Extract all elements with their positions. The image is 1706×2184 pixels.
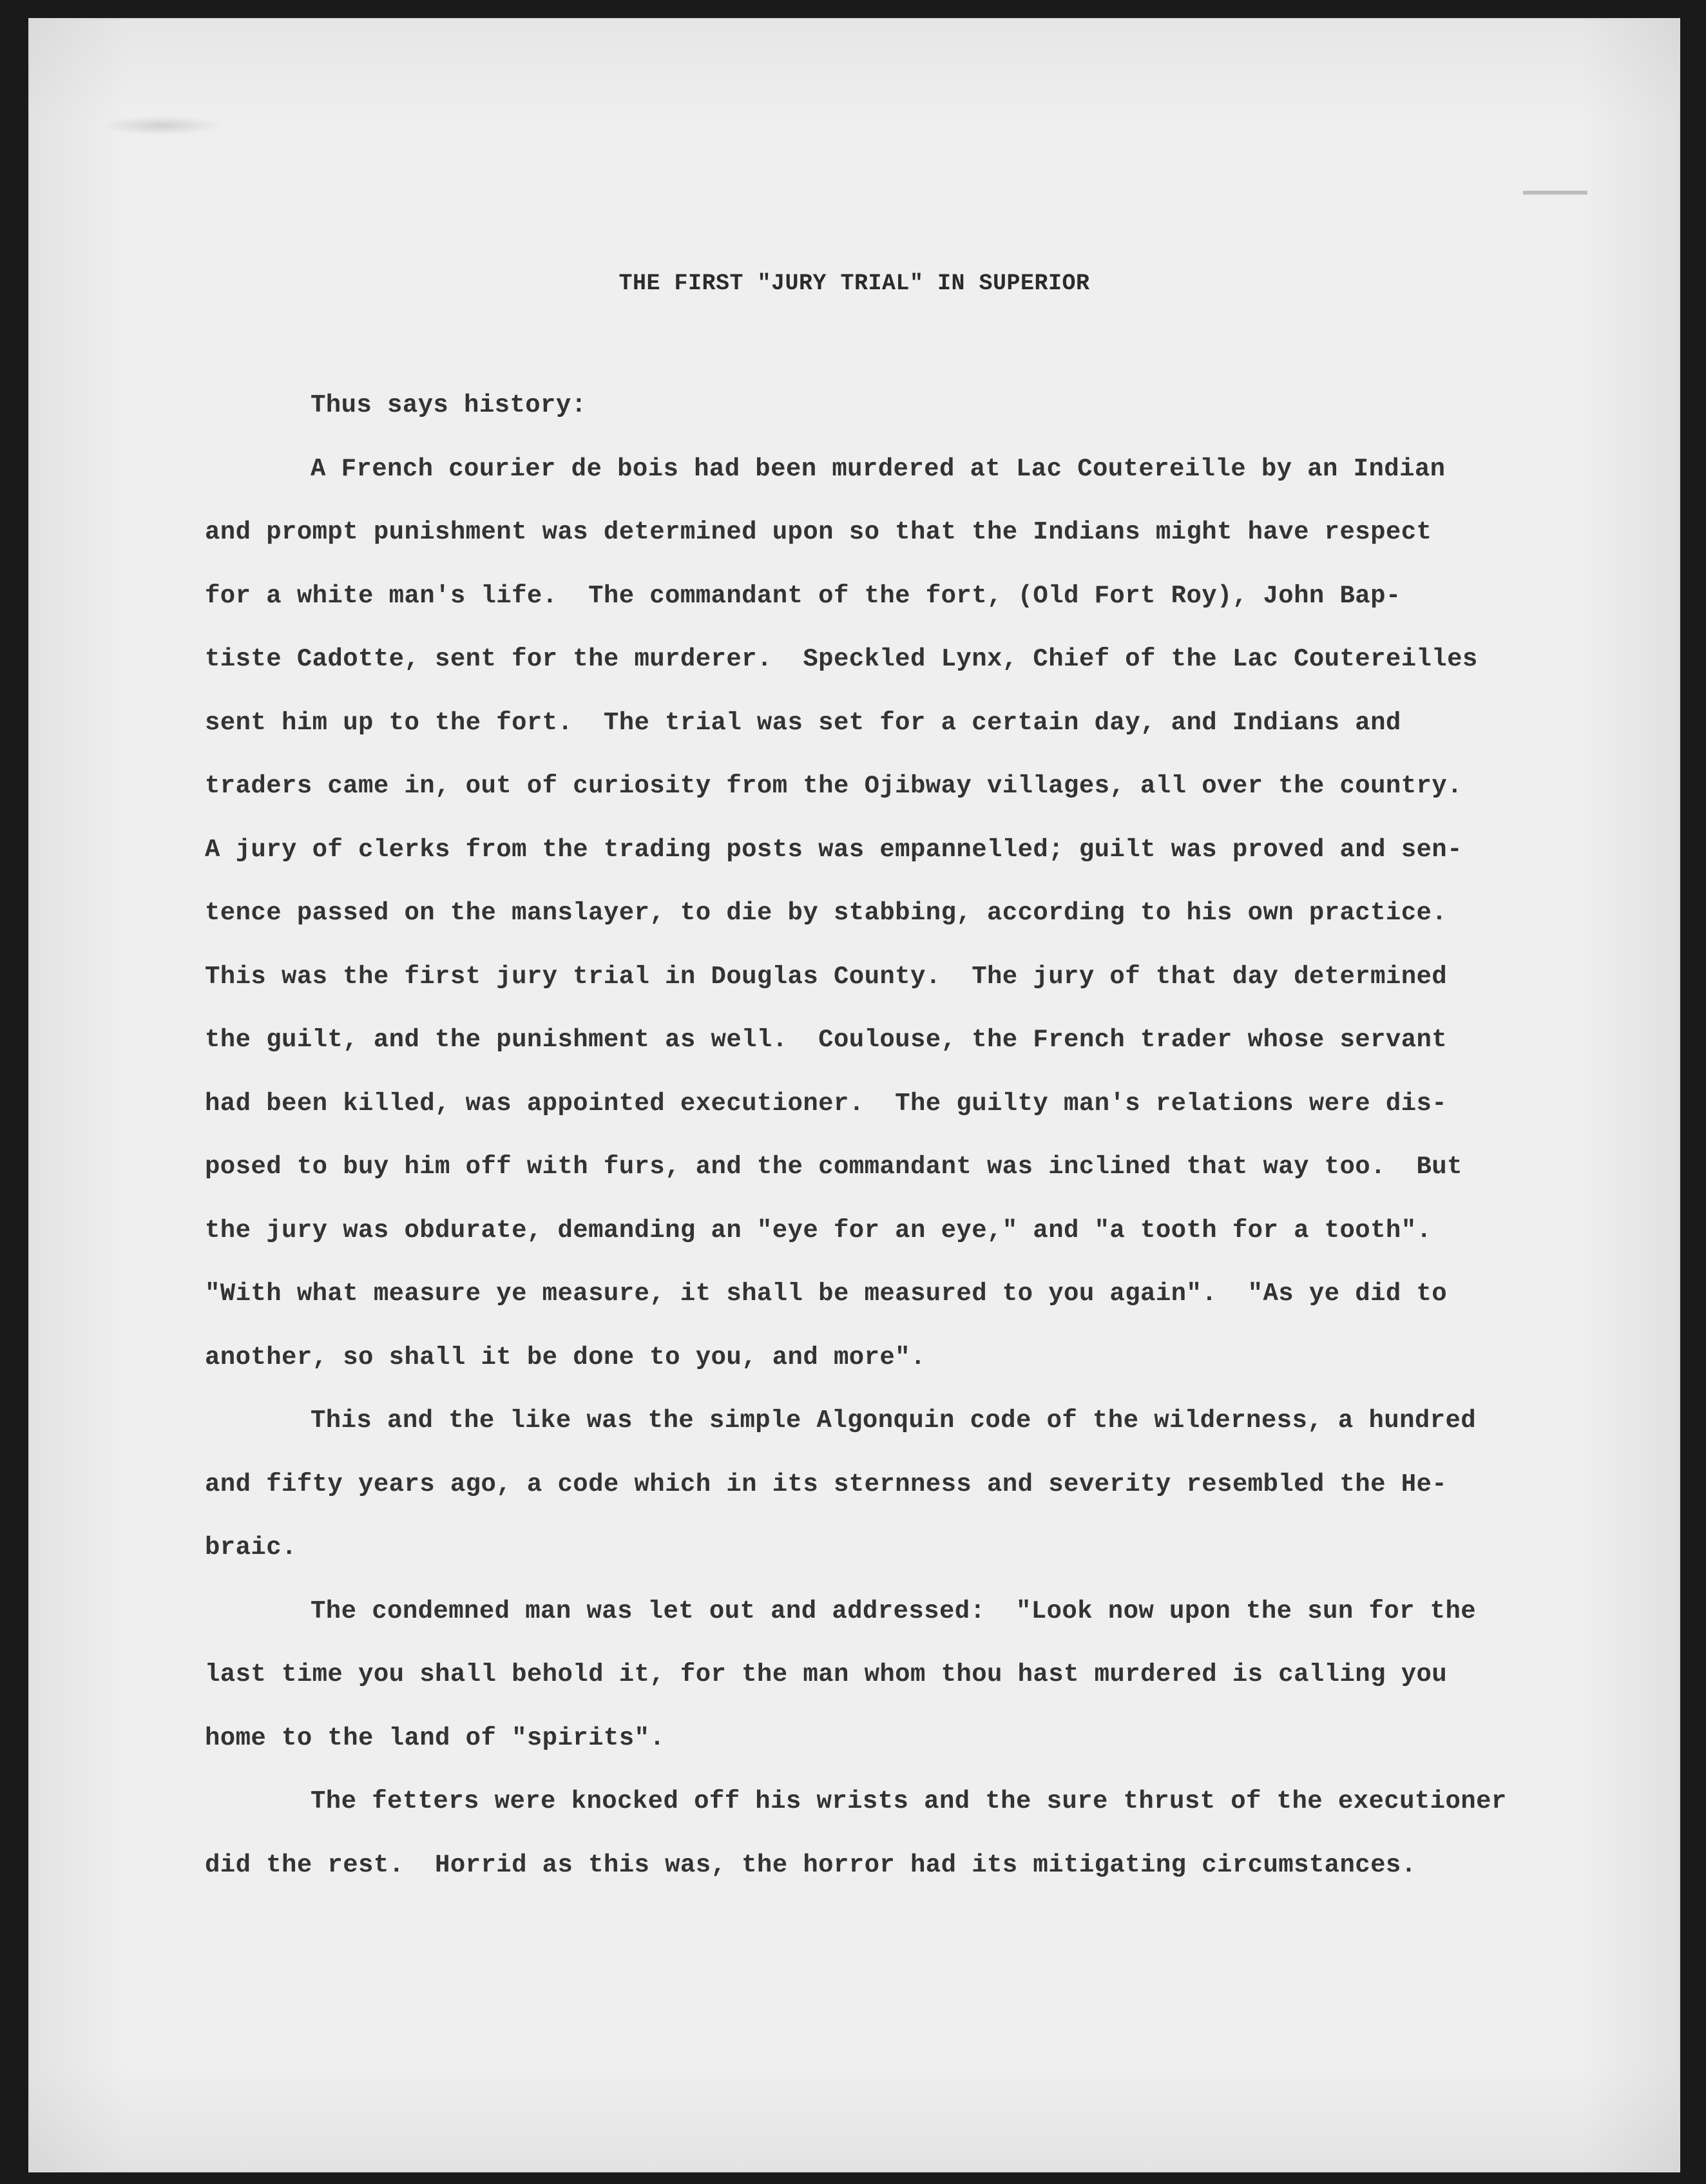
text-line: and fifty years ago, a code which in its sternness and severity resembled the He- [205, 1470, 1448, 1499]
document-body [205, 374, 1571, 1897]
text-line: The condemned man was let out and addressed: "Look now upon the sun for the [311, 1596, 1477, 1625]
text-line: tence passed on the manslayer, to die by stabbing, according to his own practice. [205, 899, 1448, 927]
text-line: Thus says history: [311, 391, 587, 419]
paper-mark [1523, 191, 1587, 195]
text-line: sent him up to the fort. The trial was set for a certain day, and Indians and [205, 708, 1401, 737]
text-line: and prompt punishment was determined upon so that the Indians might have respect [205, 518, 1432, 546]
text-line: The fetters were knocked off his wrists and the sure thrust of the executioner [311, 1787, 1507, 1815]
document-page [30, 19, 1679, 2171]
text-line: the guilt, and the punishment as well. Coulouse, the French trader whose servant [205, 1026, 1448, 1054]
text-line: tiste Cadotte, sent for the murderer. Speckled Lynx, Chief of the Lac Coutereilles [205, 645, 1478, 673]
text-line: A jury of clerks from the trading posts was empannelled; guilt was proved and sen- [205, 835, 1462, 864]
text-line: braic. [205, 1533, 297, 1562]
text-line: another, so shall it be done to you, and more". [205, 1343, 926, 1372]
paper-smudge [101, 116, 223, 135]
text-line: for a white man's life. The commandant of the fort, (Old Fort Roy), John Bap- [205, 581, 1401, 610]
text-line: home to the land of "spirits". [205, 1723, 666, 1752]
text-line: "With what measure ye measure, it shall be measured to you again". "As ye did to [205, 1279, 1448, 1308]
text-line: posed to buy him off with furs, and the commandant was inclined that way too. But [205, 1153, 1462, 1181]
document-title: THE FIRST "JURY TRIAL" IN SUPERIOR [618, 271, 1090, 296]
text-line: This and the like was the simple Algonquin code of the wilderness, a hundred [311, 1406, 1477, 1435]
text-line: traders came in, out of curiosity from the Ojibway villages, all over the country. [205, 772, 1462, 800]
text-line: This was the first jury trial in Douglas County. The jury of that day determined [205, 962, 1448, 991]
text-line: last time you shall behold it, for the man whom thou hast murdered is calling you [205, 1660, 1448, 1689]
text-line: the jury was obdurate, demanding an "eye for an eye," and "a tooth for a tooth". [205, 1216, 1432, 1245]
text-line: A French courier de bois had been murdered at Lac Coutereille by an Indian [311, 454, 1446, 483]
text-line: did the rest. Horrid as this was, the horror had its mitigating circumstances. [205, 1850, 1417, 1879]
text-line: had been killed, was appointed executioner. The guilty man's relations were dis- [205, 1089, 1448, 1118]
